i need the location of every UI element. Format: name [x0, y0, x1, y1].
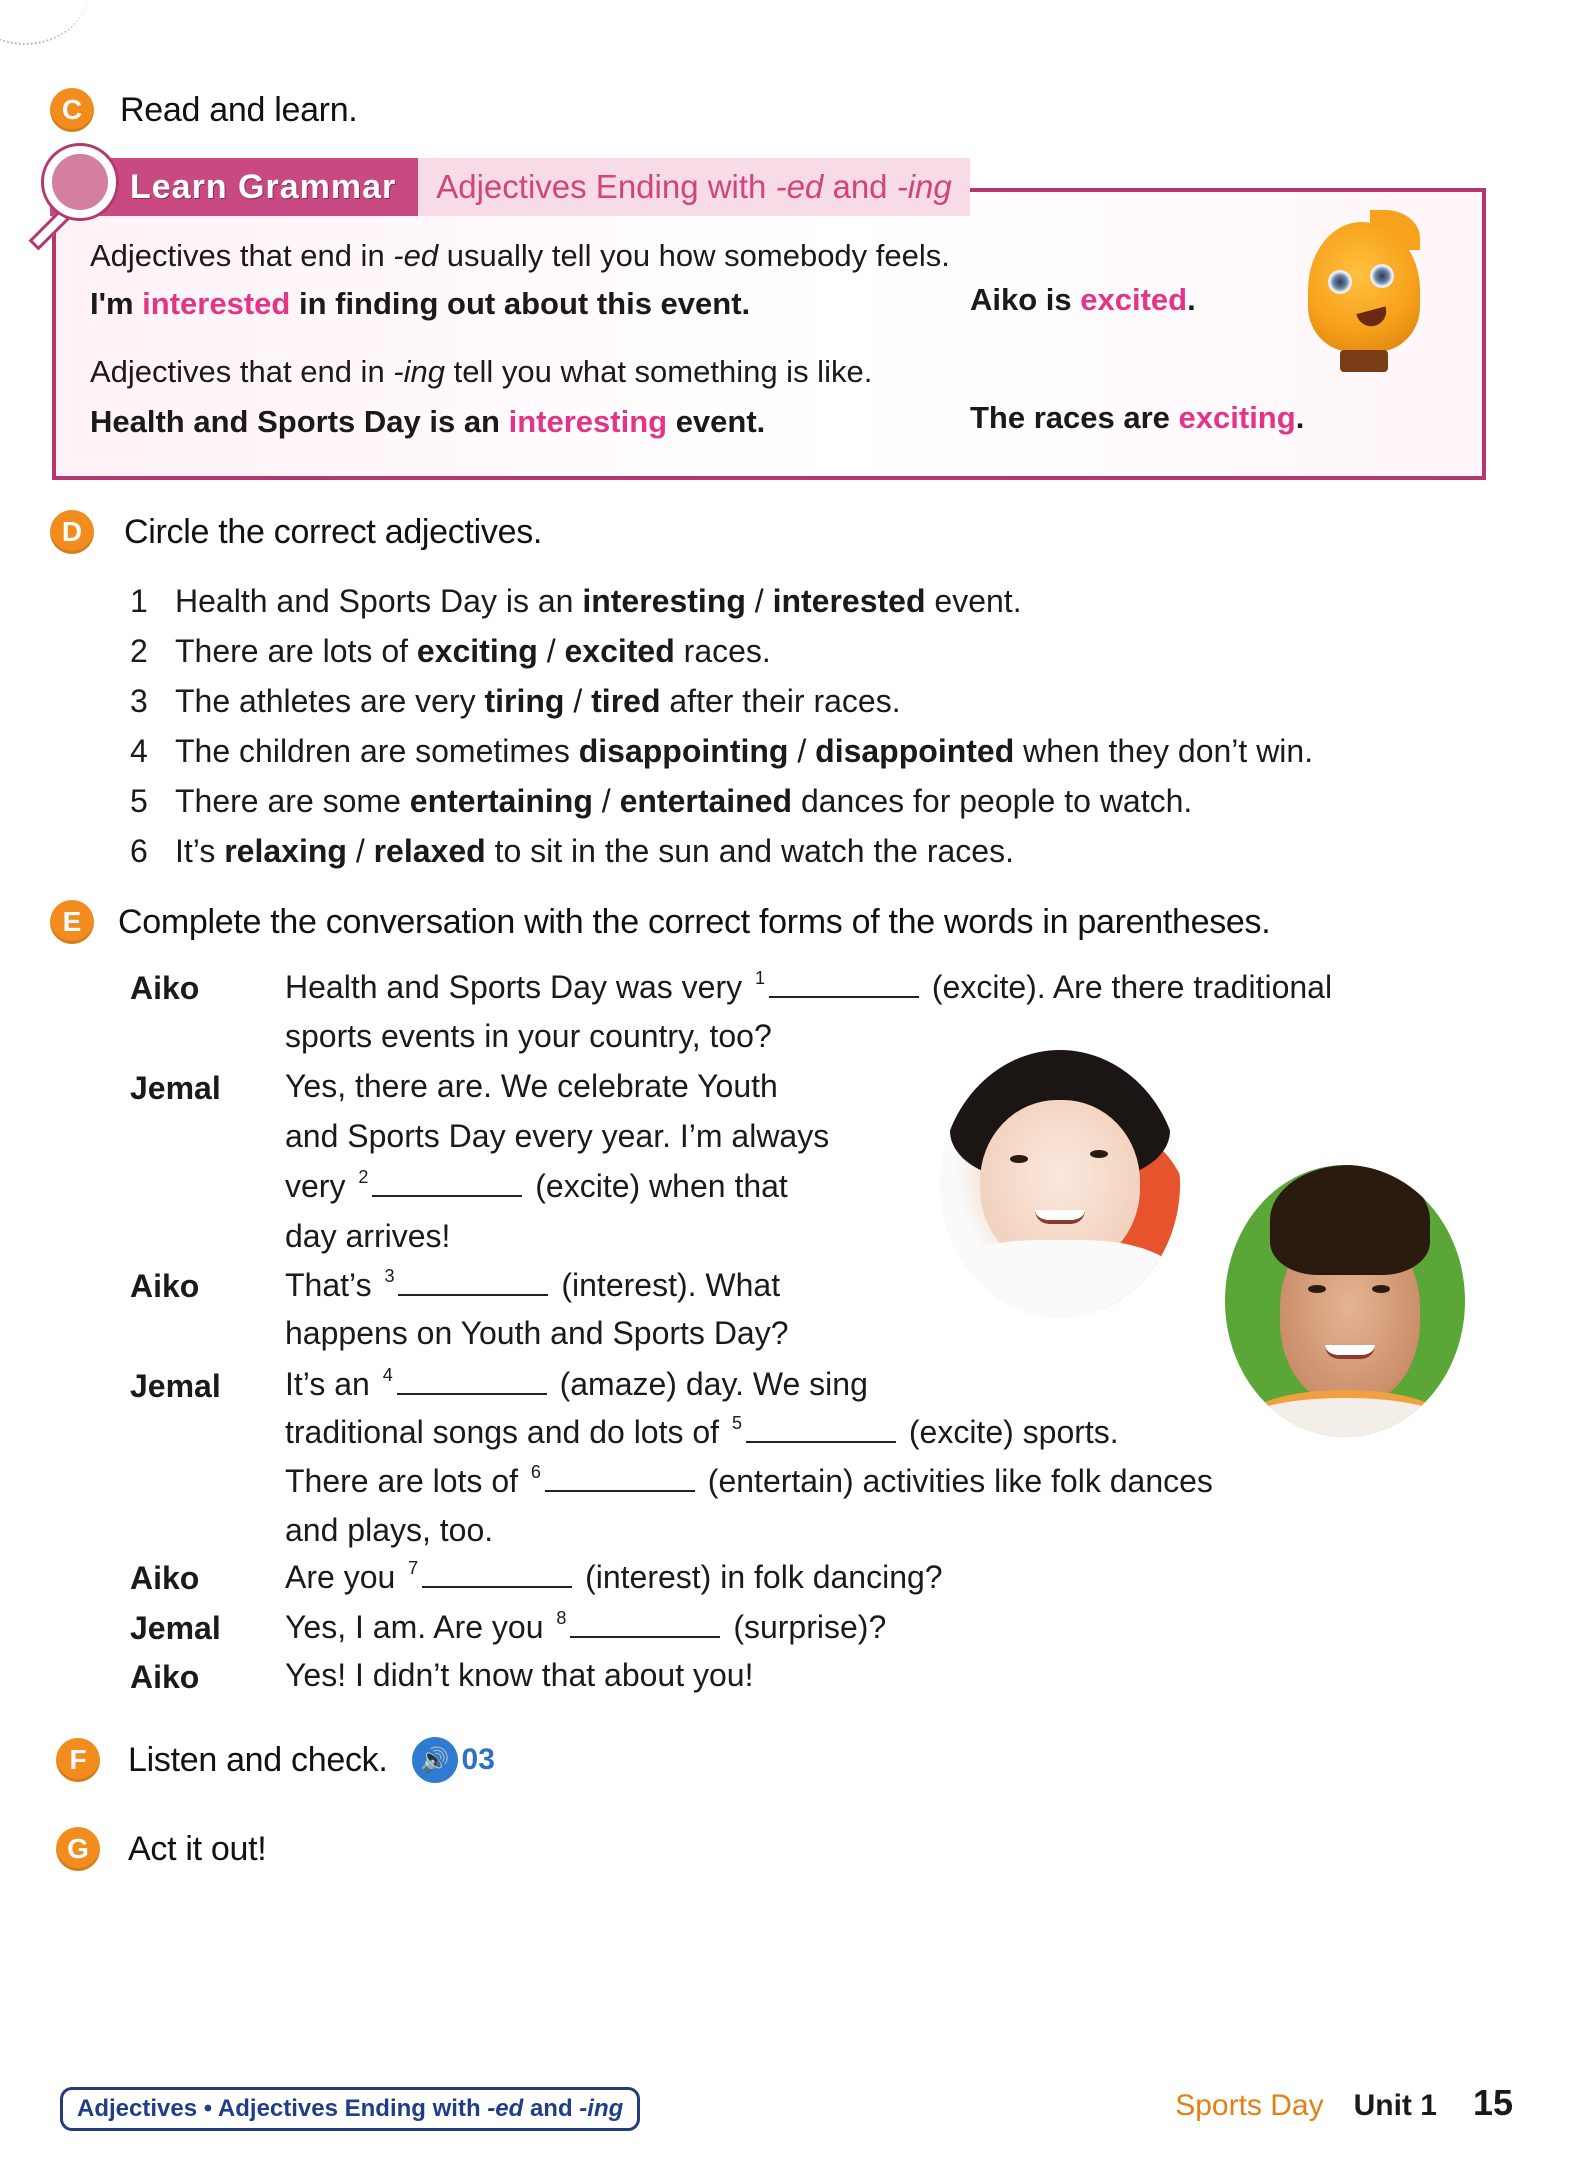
item-number: 3 [130, 682, 148, 719]
ed-ex2-pre: Aiko is [970, 282, 1081, 317]
mascot-eye-left [1328, 270, 1352, 294]
section-badge-g: G [56, 1827, 100, 1871]
option-2[interactable]: relaxed [373, 832, 486, 869]
exercise-item [130, 726, 1313, 776]
item-number: 5 [130, 782, 148, 819]
answer-blank-1[interactable] [769, 972, 919, 998]
blank-number: 8 [556, 1608, 567, 1628]
ed-ex2-highlight: excited [1080, 282, 1188, 317]
section-g-heading [56, 1827, 266, 1871]
line-text: (entertain) activities like folk dances [698, 1463, 1213, 1499]
separator: / [788, 732, 816, 769]
circle-exercise-list [130, 576, 1313, 876]
section-title-c: Read and learn. [120, 90, 358, 129]
section-title-f: Listen and check. [128, 1740, 388, 1779]
conversation-line: sports events in your country, too? [285, 1018, 772, 1054]
line-text: (amaze) day. We sing [550, 1366, 868, 1402]
option-1[interactable]: interesting [582, 582, 746, 619]
blank-number: 2 [358, 1167, 369, 1187]
answer-blank-4[interactable] [397, 1369, 547, 1395]
jemal-photo [1225, 1165, 1465, 1437]
conversation-line [285, 968, 1332, 1006]
photo-eye [1090, 1150, 1108, 1158]
ing-ex2-pre: The races are [970, 400, 1179, 435]
line-text: Health and Sports Day was very [285, 969, 751, 1005]
line-text: (excite) sports. [899, 1414, 1119, 1450]
conversation-line [285, 1413, 1119, 1451]
option-2[interactable]: disappointed [815, 732, 1015, 769]
photo-shirt [940, 1240, 1180, 1318]
page-number: 15 [1472, 2082, 1513, 2123]
line-text: traditional songs and do lots of [285, 1414, 728, 1450]
topic-ing: -ing [896, 168, 952, 205]
blank-number: 5 [731, 1413, 742, 1433]
speaker-name: Aiko [130, 1560, 200, 1596]
answer-blank-5[interactable] [746, 1417, 896, 1443]
separator: / [745, 582, 773, 619]
ing-ex1-pre: Health and Sports Day is an [90, 404, 509, 439]
learn-grammar-box [50, 167, 1486, 480]
ing-example-1 [90, 404, 765, 440]
unit-name: Sports Day [1175, 2089, 1324, 2122]
separator: / [537, 632, 565, 669]
ed-rule-post: usually tell you how somebody feels. [438, 238, 950, 273]
mascot-character-icon [1300, 210, 1428, 378]
ed-example-2 [970, 282, 1196, 318]
topic-ed: -ed [775, 168, 824, 205]
topic-and: and [823, 168, 897, 205]
ed-example-1 [90, 286, 750, 322]
section-title-g: Act it out! [128, 1829, 267, 1868]
option-2[interactable]: excited [564, 632, 675, 669]
item-pre: There are lots of [175, 632, 417, 669]
ed-ex1-highlight: interested [142, 286, 291, 321]
photo-hair [1270, 1165, 1430, 1275]
item-post: event. [925, 582, 1022, 619]
aiko-photo [940, 1050, 1180, 1318]
conversation-line: day arrives! [285, 1218, 451, 1254]
section-badge-e: E [50, 900, 94, 944]
line-text: (interest). What [552, 1267, 781, 1303]
speaker-name: Jemal [130, 1368, 221, 1404]
exercise-item [130, 576, 1313, 626]
mascot-eye-right [1370, 264, 1394, 288]
section-f-heading [56, 1737, 495, 1783]
speaker-name: Jemal [130, 1610, 221, 1646]
section-title-d: Circle the correct adjectives. [124, 512, 543, 551]
ed-ex2-post: . [1187, 282, 1196, 317]
page-footer [1175, 2082, 1513, 2124]
line-text: It’s an [285, 1366, 379, 1402]
answer-blank-6[interactable] [545, 1466, 695, 1492]
blank-number: 6 [530, 1462, 541, 1482]
exercise-item [130, 826, 1313, 876]
conversation-line [285, 1558, 943, 1596]
separator: / [592, 782, 620, 819]
conversation-line [285, 1608, 886, 1646]
ed-ex1-pre: I'm [90, 286, 143, 321]
blank-number: 4 [382, 1365, 393, 1385]
exercise-item [130, 676, 1313, 726]
conversation-line: and Sports Day every year. I’m always [285, 1118, 830, 1154]
section-e-heading [50, 900, 1270, 944]
conversation-line [285, 1266, 780, 1304]
option-2[interactable]: entertained [619, 782, 793, 819]
section-d-heading [50, 510, 542, 554]
photo-smile [1325, 1345, 1375, 1359]
option-1[interactable]: entertaining [409, 782, 593, 819]
ed-rule-pre: Adjectives that end in [90, 238, 394, 273]
scan-artifact [0, 0, 90, 45]
line-text: (excite). Are there traditional [923, 969, 1333, 1005]
item-number: 1 [130, 582, 148, 619]
speaker-name: Aiko [130, 970, 200, 1006]
blank-number: 3 [384, 1266, 395, 1286]
ing-ex2-highlight: exciting [1178, 400, 1296, 435]
answer-blank-7[interactable] [422, 1562, 572, 1588]
item-post: when they don’t win. [1014, 732, 1314, 769]
ing-ex1-post: event. [667, 404, 766, 439]
separator: / [346, 832, 374, 869]
ing-ex1-highlight: interesting [508, 404, 668, 439]
item-pre: The athletes are very [175, 682, 485, 719]
section-title-e: Complete the conversation with the correct forms of the words in parentheses. [118, 902, 1271, 941]
line-text: very [285, 1168, 355, 1204]
audio-track-number: 03 [461, 1743, 495, 1776]
mascot-legs [1340, 350, 1388, 372]
answer-blank-2[interactable] [372, 1171, 522, 1197]
ed-ex1-post: in finding out about this event. [290, 286, 751, 321]
grammar-header [50, 158, 970, 216]
item-pre: Health and Sports Day is an [175, 582, 583, 619]
ing-ex2-post: . [1295, 400, 1305, 435]
speaker-icon[interactable]: 🔊 [412, 1737, 458, 1783]
line-text: Are you [285, 1559, 405, 1595]
answer-blank-3[interactable] [398, 1270, 548, 1296]
conversation-line: and plays, too. [285, 1512, 494, 1548]
footer-topic-tag [60, 2087, 640, 2131]
speaker-name: Aiko [130, 1659, 200, 1695]
option-2[interactable]: interested [772, 582, 926, 619]
conversation-line [285, 1365, 868, 1403]
conversation-line [285, 1167, 788, 1205]
photo-eye [1372, 1285, 1390, 1293]
footer-tag-ed: -ed [487, 2095, 524, 2122]
line-text: (interest) in folk dancing? [576, 1559, 943, 1595]
photo-shirt [1245, 1390, 1445, 1437]
line-text: Yes, I am. Are you [285, 1609, 553, 1645]
conversation-line: happens on Youth and Sports Day? [285, 1315, 789, 1351]
item-pre: It’s [175, 832, 225, 869]
photo-eye [1010, 1155, 1028, 1163]
mascot-body [1308, 222, 1420, 352]
conversation-line [285, 1462, 1213, 1500]
option-1[interactable]: disappointing [578, 732, 789, 769]
item-number: 2 [130, 632, 148, 669]
line-text: (surprise)? [724, 1609, 887, 1645]
section-badge-c: C [50, 88, 94, 132]
section-badge-f: F [56, 1738, 100, 1782]
option-2[interactable]: tired [591, 682, 661, 719]
ing-example-2 [970, 400, 1304, 436]
magnifier-icon [44, 146, 116, 218]
ed-rule [90, 238, 950, 274]
section-badge-d: D [50, 510, 94, 554]
exercise-item [130, 626, 1313, 676]
footer-tag-text: Adjectives • Adjectives Ending with [77, 2095, 488, 2122]
ing-suffix: -ing [393, 354, 445, 389]
answer-blank-8[interactable] [570, 1612, 720, 1638]
photo-eye [1308, 1285, 1326, 1293]
item-number: 4 [130, 732, 148, 769]
topic-text: Adjectives Ending with [436, 168, 767, 205]
blank-number: 1 [754, 968, 765, 988]
footer-tag-ing: -ing [579, 2095, 624, 2122]
ing-rule [90, 354, 872, 390]
exercise-item [130, 776, 1313, 826]
speaker-name: Jemal [130, 1070, 221, 1106]
line-text: There are lots of [285, 1463, 527, 1499]
separator: / [564, 682, 592, 719]
ing-rule-post: tell you what something is like. [445, 354, 873, 389]
option-1[interactable]: relaxing [224, 832, 347, 869]
item-number: 6 [130, 832, 148, 869]
item-pre: The children are sometimes [175, 732, 579, 769]
item-post: to sit in the sun and watch the races. [485, 832, 1014, 869]
grammar-topic [418, 158, 970, 216]
line-text: (excite) when that [526, 1168, 788, 1204]
conversation-line: Yes! I didn’t know that about you! [285, 1657, 754, 1693]
item-post: races. [674, 632, 771, 669]
speaker-name: Aiko [130, 1268, 200, 1304]
photo-smile [1035, 1210, 1085, 1224]
item-post: after their races. [660, 682, 901, 719]
section-c-heading [50, 88, 357, 132]
ed-suffix: -ed [393, 238, 439, 273]
learn-grammar-label: Learn Grammar [50, 158, 418, 216]
item-pre: There are some [175, 782, 410, 819]
footer-tag-and: and [523, 2095, 580, 2122]
option-1[interactable]: exciting [416, 632, 538, 669]
conversation-line: Yes, there are. We celebrate Youth [285, 1068, 778, 1104]
unit-label: Unit 1 [1353, 2089, 1437, 2122]
item-post: dances for people to watch. [792, 782, 1193, 819]
option-1[interactable]: tiring [484, 682, 565, 719]
ing-rule-pre: Adjectives that end in [90, 354, 394, 389]
blank-number: 7 [408, 1558, 419, 1578]
line-text: That’s [285, 1267, 381, 1303]
